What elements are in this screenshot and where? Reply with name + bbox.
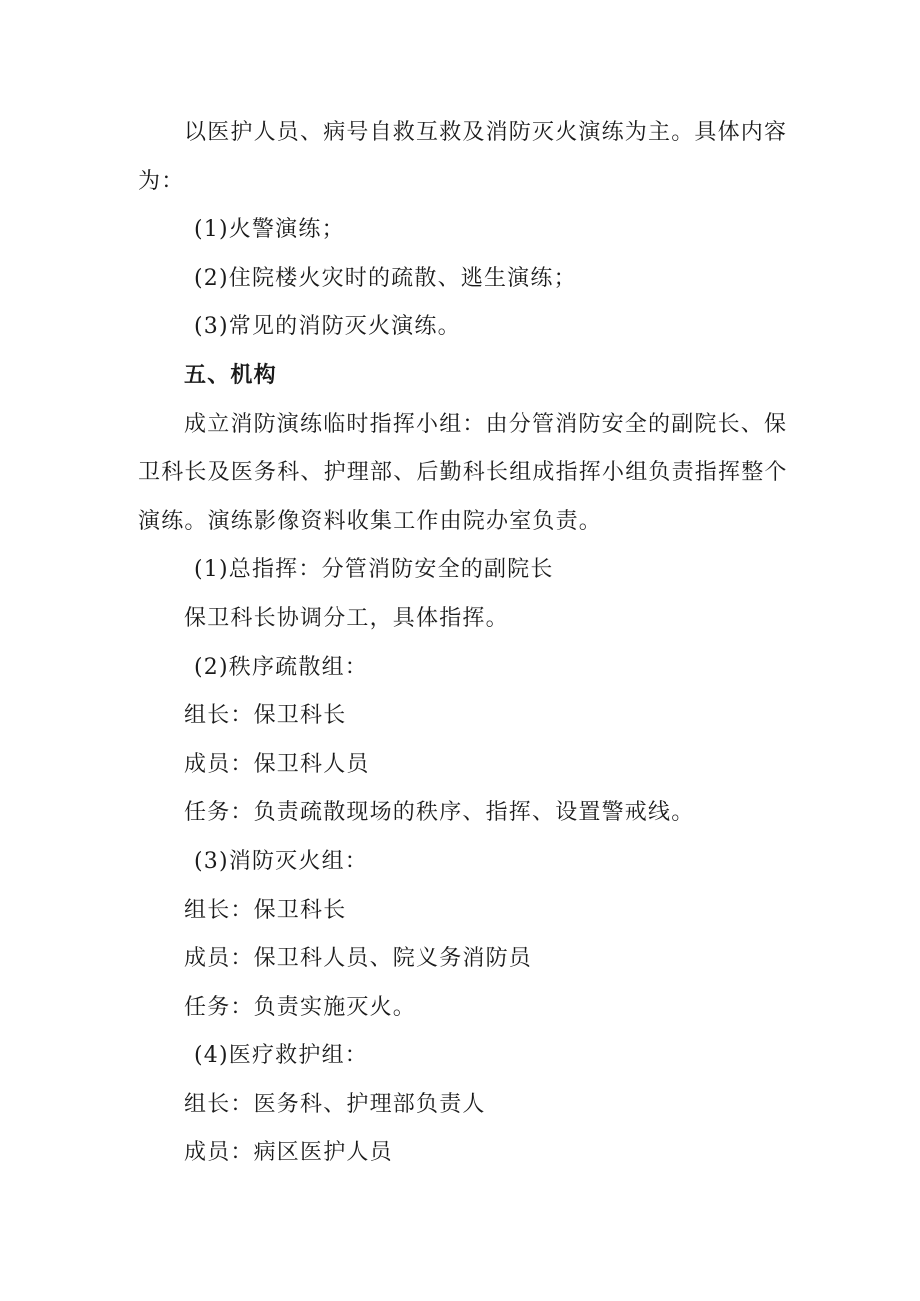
- paragraph-line: 成员：保卫科人员、院义务消防员: [184, 946, 533, 972]
- paragraph-line: 任务：负责实施灭火。: [184, 994, 417, 1020]
- paragraph-line: 以医护人员、病号自救互救及消防灭火演练为主。具体内容: [184, 120, 788, 145]
- paragraph-line: 成员：病区医护人员: [184, 1140, 393, 1166]
- paragraph-line: 成员：保卫科人员: [184, 751, 370, 777]
- list-item: (1)火警演练；: [194, 217, 345, 243]
- document-body: [138, 109, 788, 1178]
- list-item: (1)总指挥：分管消防安全的副院长: [194, 557, 554, 583]
- list-item: (2)住院楼火灾时的疏散、逃生演练；: [194, 265, 577, 291]
- paragraph-line: 演练。演练影像资料收集工作由院办室负责。: [138, 508, 603, 534]
- paragraph-line: 组长：保卫科长: [184, 897, 347, 923]
- list-item: (3)常见的消防灭火演练。: [194, 314, 461, 340]
- paragraph-line: 卫科长及医务科、护理部、后勤科长组成指挥小组负责指挥整个: [138, 460, 788, 486]
- paragraph-line: 成立消防演练临时指挥小组：由分管消防安全的副院长、保: [184, 411, 788, 437]
- paragraph-line: 保卫科长协调分工，具体指挥。: [184, 605, 509, 631]
- paragraph-line: 任务：负责疏散现场的秩序、指挥、设置警戒线。: [184, 800, 695, 826]
- section-heading: 五、机构: [184, 362, 277, 388]
- list-item: (4)医疗救护组：: [194, 1043, 368, 1069]
- paragraph-line: 组长：保卫科长: [184, 703, 347, 729]
- list-item: (3)消防灭火组：: [194, 848, 368, 874]
- list-item: (2)秩序疏散组：: [194, 654, 368, 680]
- paragraph-line: 为：: [138, 168, 185, 194]
- paragraph-line: 组长：医务科、护理部负责人: [184, 1091, 486, 1117]
